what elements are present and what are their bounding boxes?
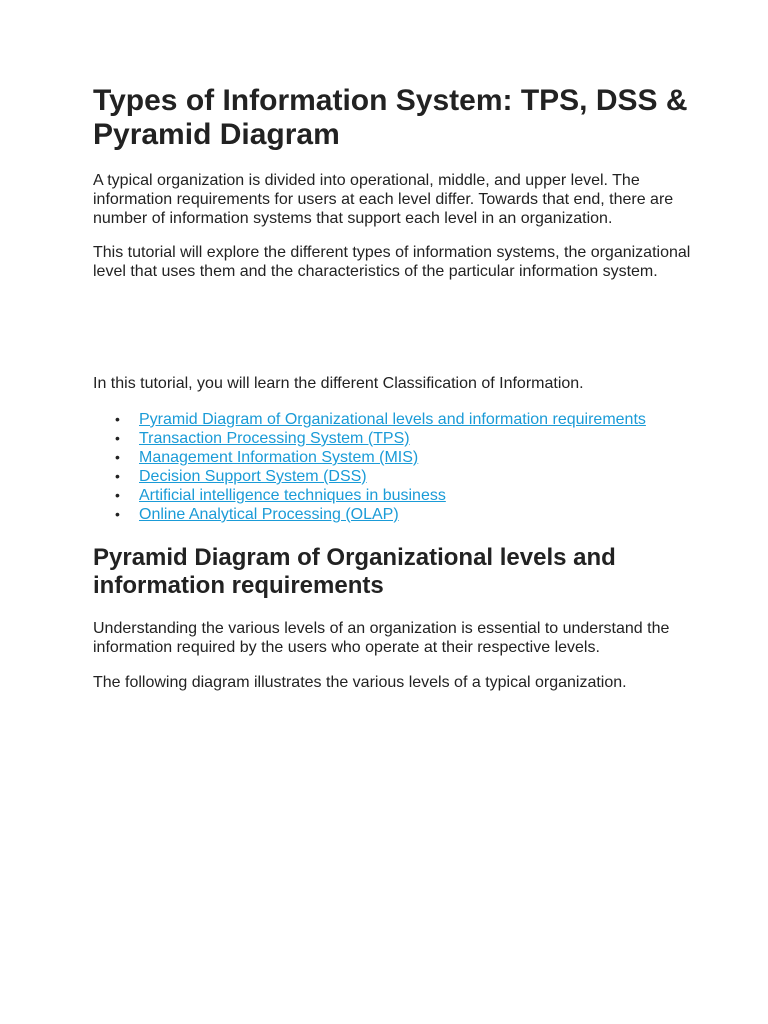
toc-link-olap[interactable]: Online Analytical Processing (OLAP) [139, 506, 399, 523]
toc-link-ai[interactable]: Artificial intelligence techniques in business [139, 487, 446, 504]
toc-item-pyramid [115, 410, 693, 429]
toc-item-tps [115, 429, 693, 448]
toc-item-mis [115, 448, 693, 467]
toc-link-mis[interactable]: Management Information System (MIS) [139, 449, 419, 466]
intro-paragraph-3: In this tutorial, you will learn the different Classification of Information. [93, 375, 584, 392]
bullet-icon: • [115, 449, 120, 465]
section-paragraph-2: The following diagram illustrates the various levels of a typical organization. [93, 674, 627, 691]
section-pyramid [93, 544, 693, 692]
bullet-icon: • [115, 468, 120, 484]
table-of-contents [93, 410, 693, 524]
toc-item-dss [115, 467, 693, 486]
intro-paragraph-2: This tutorial will explore the different types of information systems, the organizational level that uses them and the characteristics of the particular information system. [93, 244, 691, 280]
bullet-icon: • [115, 506, 120, 522]
document-page [93, 84, 693, 692]
toc-item-olap [115, 505, 693, 524]
section-heading: Pyramid Diagram of Organizational levels and information requirements [93, 544, 616, 599]
intro-paragraph-1: A typical organization is divided into operational, middle, and upper level. The information requirements for users at each level differ. Towards that end, there are number of information systems that support each level in an organization. [93, 172, 674, 227]
toc-link-pyramid[interactable]: Pyramid Diagram of Organizational levels and information requirements [139, 411, 646, 428]
toc-item-ai [115, 486, 693, 505]
bullet-icon: • [115, 487, 120, 503]
page-title: Types of Information System: TPS, DSS & Pyramid Diagram [93, 84, 688, 151]
bullet-icon: • [115, 411, 120, 427]
bullet-icon: • [115, 430, 120, 446]
toc-link-tps[interactable]: Transaction Processing System (TPS) [139, 430, 410, 447]
section-paragraph-1: Understanding the various levels of an organization is essential to understand the information required by the users who operate at their respective levels. [93, 620, 670, 656]
toc-link-dss[interactable]: Decision Support System (DSS) [139, 468, 367, 485]
